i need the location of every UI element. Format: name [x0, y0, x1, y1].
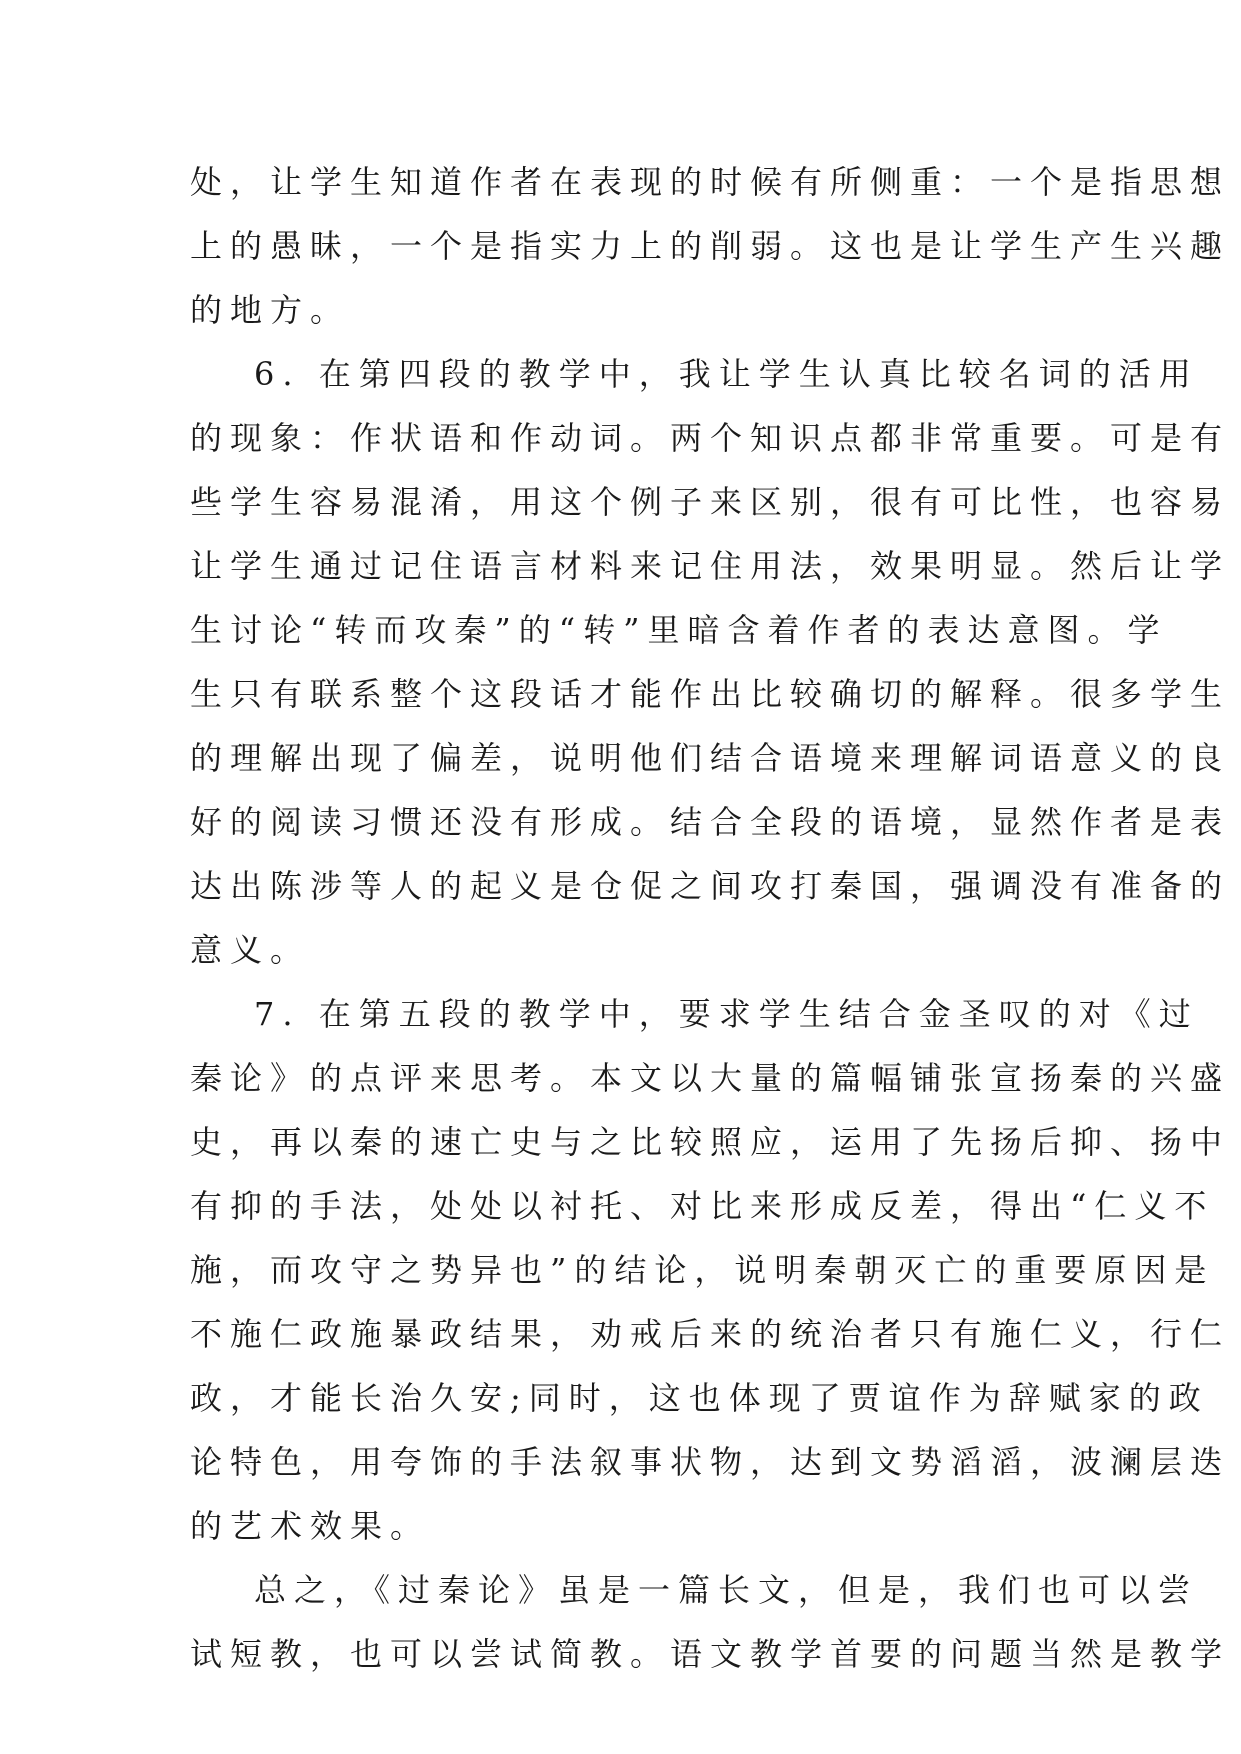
text-line: 的艺术效果。	[190, 1507, 431, 1545]
text-line: 上的愚昧，一个是指实力上的削弱。这也是让学生产生兴趣	[190, 227, 1231, 265]
paragraph-item-6	[190, 342, 1231, 982]
text-line: 试短教，也可以尝试简教。语文教学首要的问题当然是教学	[190, 1635, 1231, 1673]
text-line: 有抑的手法，处处以衬托、对比来形成反差，得出“仁义不	[190, 1187, 1215, 1225]
text-line: 些学生容易混淆，用这个例子来区别，很有可比性，也容易	[190, 483, 1231, 521]
text-line: 史，再以秦的速亡史与之比较照应，运用了先扬后抑、扬中	[190, 1123, 1231, 1161]
text-line: 7. 在第五段的教学中，要求学生结合金圣叹的对《过	[254, 995, 1199, 1033]
text-line: 的地方。	[190, 291, 351, 329]
text-line: 好的阅读习惯还没有形成。结合全段的语境，显然作者是表	[190, 803, 1231, 841]
text-line: 的理解出现了偏差，说明他们结合语境来理解词语意义的良	[190, 739, 1231, 777]
text-line: 总之，《过秦论》虽是一篇长文，但是，我们也可以尝	[254, 1571, 1199, 1609]
text-line: 让学生通过记住语言材料来记住用法，效果明显。然后让学	[190, 547, 1231, 585]
paragraph-continuation	[190, 150, 1231, 342]
text-line: 处，让学生知道作者在表现的时候有所侧重：一个是指思想	[190, 163, 1231, 201]
text-line: 意义。	[190, 931, 311, 969]
text-line: 不施仁政施暴政结果，劝戒后来的统治者只有施仁义，行仁	[190, 1315, 1231, 1353]
text-line: 论特色，用夸饰的手法叙事状物，达到文势滔滔，波澜层迭	[190, 1443, 1231, 1481]
text-line: 6. 在第四段的教学中，我让学生认真比较名词的活用	[254, 355, 1199, 393]
text-line: 达出陈涉等人的起义是仓促之间攻打秦国，强调没有准备的	[190, 867, 1231, 905]
text-line: 施，而攻守之势异也”的结论，说明秦朝灭亡的重要原因是	[190, 1251, 1215, 1289]
text-line: 秦论》的点评来思考。本文以大量的篇幅铺张宣扬秦的兴盛	[190, 1059, 1231, 1097]
text-line: 生只有联系整个这段话才能作出比较确切的解释。很多学生	[190, 675, 1231, 713]
document-body	[190, 150, 1231, 1686]
paragraph-item-7	[190, 982, 1231, 1558]
text-line: 的现象：作状语和作动词。两个知识点都非常重要。可是有	[190, 419, 1231, 457]
paragraph-summary	[190, 1558, 1231, 1686]
text-line: 政，才能长治久安;同时，这也体现了贾谊作为辞赋家的政	[190, 1379, 1209, 1417]
text-line: 生讨论“转而攻秦”的“转”里暗含着作者的表达意图。学	[190, 611, 1168, 649]
